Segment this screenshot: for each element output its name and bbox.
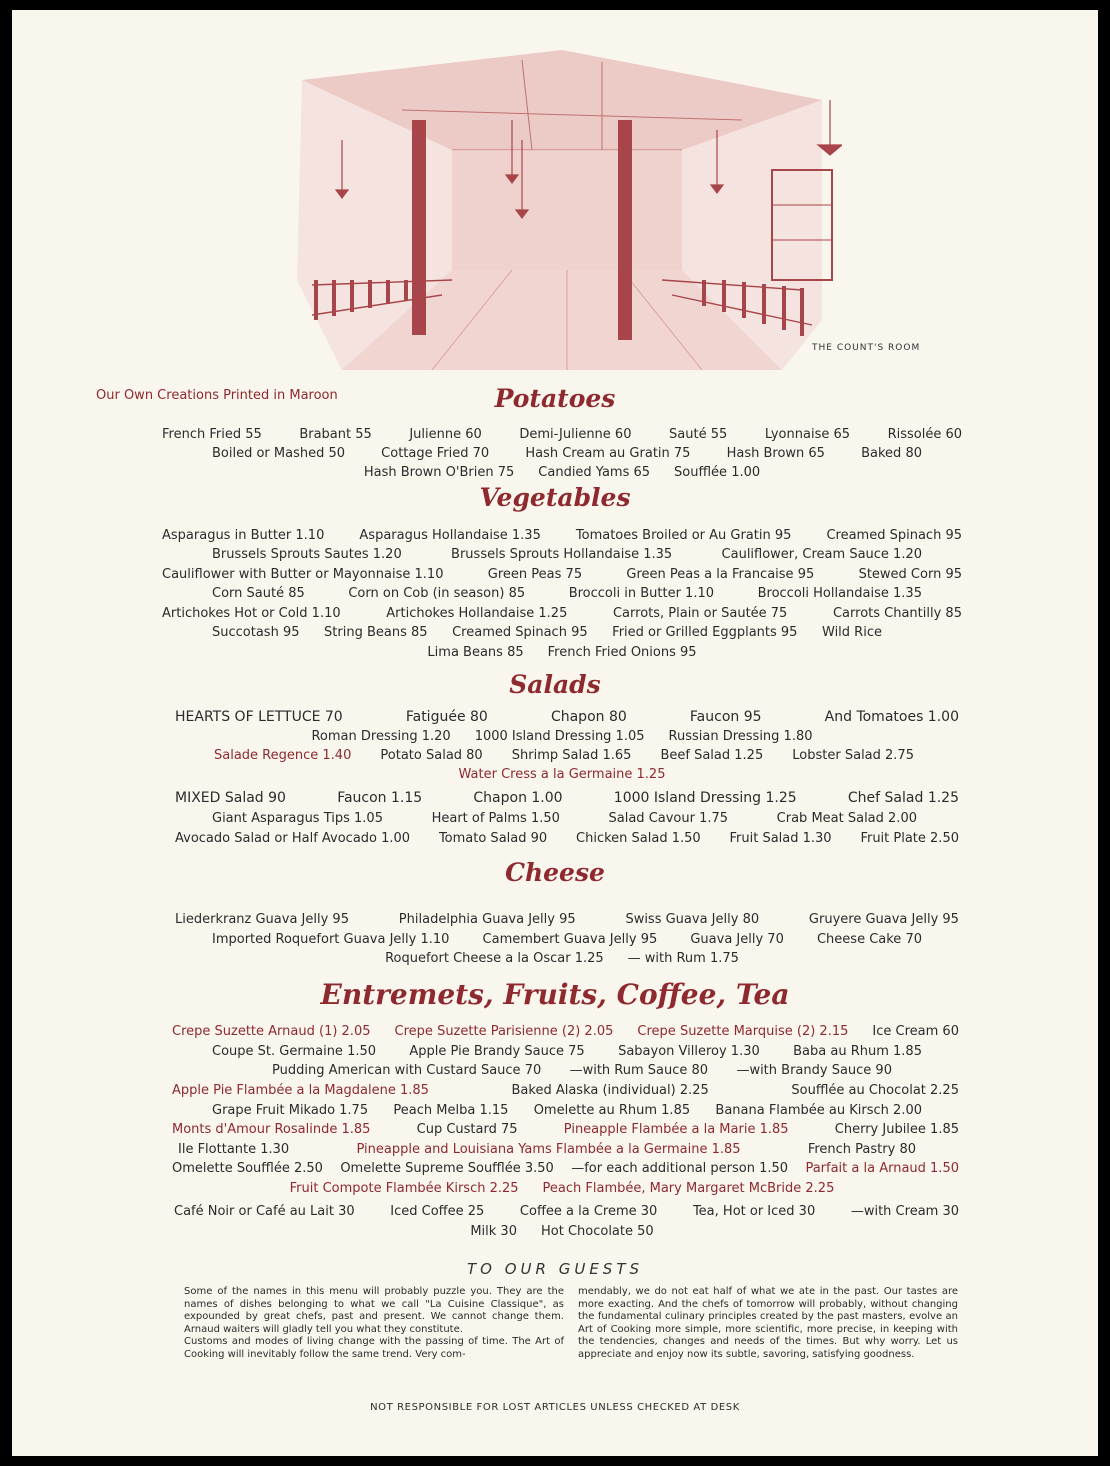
menu-item: Chapon 1.00 bbox=[473, 790, 563, 806]
menu-item: Pudding American with Custard Sauce 70 bbox=[272, 1063, 542, 1078]
menu-item: Philadelphia Guava Jelly 95 bbox=[398, 912, 576, 927]
menu-item: Corn Sauté 85 bbox=[212, 586, 305, 601]
menu-item: Ice Cream 60 bbox=[872, 1024, 959, 1039]
menu-item: Julienne 60 bbox=[409, 427, 482, 442]
menu-line bbox=[162, 464, 962, 481]
menu-item: Fried or Grilled Eggplants 95 bbox=[612, 625, 798, 640]
menu-item: Soufflée au Chocolat 2.25 bbox=[791, 1083, 959, 1098]
guests-paragraph: Some of the names in this menu will probably puzzle you. They are the names of dishes belonging to what we call "La Cuisine Classique", as expounded by great chefs, past and present. We cannot change them. Arnaud waiters will gladly tell you what they constitute. bbox=[184, 1286, 564, 1335]
menu-item: Baked 80 bbox=[861, 446, 922, 461]
menu-item: Iced Coffee 25 bbox=[390, 1204, 485, 1219]
menu-item: And Tomatoes 1.00 bbox=[824, 709, 959, 725]
menu-item: Rissolée 60 bbox=[887, 427, 962, 442]
menu-item: Crepe Suzette Marquise (2) 2.15 bbox=[637, 1024, 849, 1039]
menu-item: Guava Jelly 70 bbox=[690, 932, 784, 947]
menu-item: Chef Salad 1.25 bbox=[847, 790, 959, 806]
menu-item: French Fried Onions 95 bbox=[547, 645, 697, 660]
menu-item: Chapon 80 bbox=[550, 709, 627, 725]
menu-item: Artichokes Hot or Cold 1.10 bbox=[162, 606, 341, 621]
menu-item: Banana Flambée au Kirsch 2.00 bbox=[715, 1103, 922, 1118]
menu-item: French Fried 55 bbox=[162, 427, 262, 442]
menu-item: Coupe St. Germaine 1.50 bbox=[212, 1044, 377, 1059]
menu-line bbox=[162, 728, 962, 745]
menu-line bbox=[162, 766, 962, 783]
menu-line bbox=[178, 1141, 916, 1158]
menu-item: Fruit Compote Flambée Kirsch 2.25 bbox=[289, 1181, 519, 1196]
menu-item: Café Noir or Café au Lait 30 bbox=[174, 1204, 355, 1219]
menu-item: Broccoli in Butter 1.10 bbox=[568, 586, 714, 601]
menu-item: Cup Custard 75 bbox=[416, 1122, 518, 1137]
menu-item: Lobster Salad 2.75 bbox=[792, 748, 914, 763]
menu-item: Cauliflower, Cream Sauce 1.20 bbox=[721, 547, 922, 562]
menu-line bbox=[175, 830, 959, 847]
menu-line bbox=[172, 1121, 959, 1138]
menu-line bbox=[162, 566, 962, 583]
guests-paragraph: Customs and modes of living change with the passing of time. The Art of Cooking will inevitably follow the same trend. Very com- bbox=[184, 1336, 564, 1360]
menu-item: Peach Flambée, Mary Margaret McBride 2.25 bbox=[542, 1181, 835, 1196]
menu-item: French Pastry 80 bbox=[807, 1142, 916, 1157]
menu-line bbox=[172, 1023, 959, 1040]
menu-item: Creamed Spinach 95 bbox=[452, 625, 588, 640]
menu-item: Cottage Fried 70 bbox=[381, 446, 490, 461]
menu-item: Water Cress a la Germaine 1.25 bbox=[458, 767, 666, 782]
menu-item: Fruit Salad 1.30 bbox=[729, 831, 832, 846]
menu-item: —with Cream 30 bbox=[850, 1204, 959, 1219]
menu-line bbox=[175, 911, 959, 928]
menu-item: Succotash 95 bbox=[212, 625, 300, 640]
dining-room-illustration bbox=[282, 40, 842, 380]
menu-item: 1000 Island Dressing 1.25 bbox=[613, 790, 797, 806]
menu-item: Chicken Salad 1.50 bbox=[576, 831, 701, 846]
menu-item: Crepe Suzette Arnaud (1) 2.05 bbox=[172, 1024, 371, 1039]
menu-item: Asparagus in Butter 1.10 bbox=[162, 528, 325, 543]
menu-item: — with Rum 1.75 bbox=[627, 951, 739, 966]
menu-line bbox=[162, 644, 962, 661]
footer-notice: NOT RESPONSIBLE FOR LOST ARTICLES UNLESS CHECKED AT DESK bbox=[370, 1402, 740, 1413]
menu-item: Imported Roquefort Guava Jelly 1.10 bbox=[212, 932, 450, 947]
menu-item: Boiled or Mashed 50 bbox=[212, 446, 346, 461]
menu-item: Avocado Salad or Half Avocado 1.00 bbox=[175, 831, 411, 846]
menu-item: Camembert Guava Jelly 95 bbox=[482, 932, 658, 947]
menu-item: Apple Pie Flambée a la Magdalene 1.85 bbox=[172, 1083, 429, 1098]
menu-item: Hot Chocolate 50 bbox=[540, 1224, 654, 1239]
menu-item: Peach Melba 1.15 bbox=[393, 1103, 509, 1118]
menu-item: Brussels Sprouts Sautes 1.20 bbox=[212, 547, 402, 562]
menu-item: Roquefort Cheese a la Oscar 1.25 bbox=[385, 951, 604, 966]
menu-line bbox=[175, 790, 959, 807]
menu-item: Shrimp Salad 1.65 bbox=[511, 748, 632, 763]
menu-item: Crab Meat Salad 2.00 bbox=[776, 811, 917, 826]
menu-item: Fruit Plate 2.50 bbox=[860, 831, 959, 846]
menu-item: —with Brandy Sauce 90 bbox=[736, 1063, 892, 1078]
menu-line bbox=[172, 1160, 959, 1177]
menu-item: Omelette Soufflée 2.50 bbox=[172, 1161, 323, 1176]
menu-item: Corn on Cob (in season) 85 bbox=[348, 586, 526, 601]
menu-page bbox=[12, 10, 1098, 1456]
menu-item: Sabayon Villeroy 1.30 bbox=[618, 1044, 760, 1059]
vegetables-heading: Vegetables bbox=[479, 483, 631, 512]
menu-line bbox=[212, 1043, 922, 1060]
menu-line bbox=[174, 1203, 959, 1220]
menu-line bbox=[212, 585, 922, 602]
menu-item: Hash Brown O'Brien 75 bbox=[363, 465, 515, 480]
menu-item: Salad Cavour 1.75 bbox=[608, 811, 729, 826]
menu-item: 1000 Island Dressing 1.05 bbox=[474, 729, 645, 744]
menu-item: Tomatoes Broiled or Au Gratin 95 bbox=[575, 528, 792, 543]
menu-item: HEARTS OF LETTUCE 70 bbox=[175, 709, 343, 725]
menu-line bbox=[162, 527, 962, 544]
menu-line bbox=[212, 810, 917, 827]
menu-item: Candied Yams 65 bbox=[538, 465, 651, 480]
salads-heading: Salads bbox=[509, 670, 601, 699]
menu-item: Monts d'Amour Rosalinde 1.85 bbox=[172, 1122, 371, 1137]
menu-item: Carrots, Plain or Sautée 75 bbox=[612, 606, 788, 621]
menu-item: Lyonnaise 65 bbox=[764, 427, 851, 442]
menu-item: Cheese Cake 70 bbox=[816, 932, 922, 947]
menu-item: Milk 30 bbox=[470, 1224, 517, 1239]
guests-column-right bbox=[578, 1286, 958, 1361]
menu-item: Parfait a la Arnaud 1.50 bbox=[805, 1161, 959, 1176]
entremets-heading: Entremets, Fruits, Coffee, Tea bbox=[320, 978, 790, 1011]
menu-item: Grape Fruit Mikado 1.75 bbox=[212, 1103, 369, 1118]
cheese-heading: Cheese bbox=[505, 858, 605, 887]
menu-line bbox=[162, 950, 962, 967]
menu-item: Brussels Sprouts Hollandaise 1.35 bbox=[451, 547, 673, 562]
menu-line bbox=[212, 931, 922, 948]
menu-item: Pineapple Flambée a la Marie 1.85 bbox=[563, 1122, 789, 1137]
menu-line bbox=[162, 1223, 962, 1240]
menu-item: Roman Dressing 1.20 bbox=[311, 729, 451, 744]
menu-item: Ile Flottante 1.30 bbox=[178, 1142, 290, 1157]
menu-item: Demi-Julienne 60 bbox=[519, 427, 632, 442]
menu-item: Russian Dressing 1.80 bbox=[668, 729, 813, 744]
menu-item: Giant Asparagus Tips 1.05 bbox=[212, 811, 383, 826]
menu-item: Wild Rice bbox=[822, 625, 882, 640]
menu-item: Artichokes Hollandaise 1.25 bbox=[386, 606, 568, 621]
menu-item: Baked Alaska (individual) 2.25 bbox=[511, 1083, 709, 1098]
menu-item: Hash Cream au Gratin 75 bbox=[525, 446, 691, 461]
menu-item: String Beans 85 bbox=[324, 625, 428, 640]
menu-item: Pineapple and Louisiana Yams Flambée a la Germaine 1.85 bbox=[356, 1142, 741, 1157]
guests-title: TO OUR GUESTS bbox=[467, 1260, 643, 1278]
menu-item: Baba au Rhum 1.85 bbox=[793, 1044, 922, 1059]
menu-item: Gruyere Guava Jelly 95 bbox=[808, 912, 959, 927]
menu-item: Heart of Palms 1.50 bbox=[431, 811, 560, 826]
menu-item: Green Peas a la Francaise 95 bbox=[626, 567, 815, 582]
menu-item: Creamed Spinach 95 bbox=[826, 528, 962, 543]
menu-item: Fatiguée 80 bbox=[405, 709, 488, 725]
menu-line bbox=[212, 445, 922, 462]
menu-item: Faucon 95 bbox=[689, 709, 762, 725]
menu-item: Tomato Salad 90 bbox=[438, 831, 548, 846]
menu-item: Crepe Suzette Parisienne (2) 2.05 bbox=[394, 1024, 614, 1039]
menu-item: Hash Brown 65 bbox=[726, 446, 825, 461]
maroon-note: Our Own Creations Printed in Maroon bbox=[96, 388, 338, 403]
menu-item: Tea, Hot or Iced 30 bbox=[692, 1204, 816, 1219]
menu-item: Beef Salad 1.25 bbox=[660, 748, 764, 763]
menu-item: Cherry Jubilee 1.85 bbox=[834, 1122, 959, 1137]
menu-line bbox=[214, 747, 914, 764]
menu-item: Green Peas 75 bbox=[487, 567, 583, 582]
menu-item: Swiss Guava Jelly 80 bbox=[625, 912, 760, 927]
menu-line bbox=[162, 605, 962, 622]
menu-item: —for each additional person 1.50 bbox=[571, 1161, 789, 1176]
menu-line bbox=[272, 1062, 892, 1079]
menu-item: Potato Salad 80 bbox=[380, 748, 483, 763]
menu-line bbox=[212, 546, 922, 563]
menu-line bbox=[172, 1082, 959, 1099]
menu-item: Faucon 1.15 bbox=[337, 790, 423, 806]
menu-item: Omelette au Rhum 1.85 bbox=[533, 1103, 691, 1118]
menu-item: Carrots Chantilly 85 bbox=[832, 606, 962, 621]
illustration-caption: THE COUNT'S ROOM bbox=[812, 343, 921, 353]
menu-item: Coffee a la Creme 30 bbox=[519, 1204, 658, 1219]
menu-item: Stewed Corn 95 bbox=[858, 567, 962, 582]
menu-item: —with Rum Sauce 80 bbox=[569, 1063, 709, 1078]
menu-item: Brabant 55 bbox=[299, 427, 372, 442]
potatoes-heading: Potatoes bbox=[494, 384, 616, 413]
menu-item: Soufflée 1.00 bbox=[674, 465, 761, 480]
menu-item: MIXED Salad 90 bbox=[175, 790, 286, 806]
menu-line bbox=[212, 1102, 922, 1119]
menu-line bbox=[162, 1180, 962, 1197]
menu-item: Omelette Supreme Soufflée 3.50 bbox=[340, 1161, 554, 1176]
menu-line bbox=[175, 709, 959, 726]
menu-item: Asparagus Hollandaise 1.35 bbox=[359, 528, 541, 543]
menu-line bbox=[162, 426, 962, 443]
menu-item: Liederkranz Guava Jelly 95 bbox=[175, 912, 349, 927]
menu-item: Cauliflower with Butter or Mayonnaise 1.10 bbox=[162, 567, 444, 582]
menu-item: Salade Regence 1.40 bbox=[214, 748, 352, 763]
menu-item: Lima Beans 85 bbox=[427, 645, 524, 660]
guests-paragraph: mendably, we do not eat half of what we ate in the past. Our tastes are more exacting. And the chefs of tomorrow will probably, without changing the fundamental culinary principles created by the past masters, evolve an Art of Cooking more simple, more scientific, more precise, in keeping with the tendencies, changes and needs of the times. But why worry. Let us appreciate and enjoy now its subtle, savoring, satisfying goodness. bbox=[578, 1286, 958, 1360]
guests-column-left bbox=[184, 1286, 564, 1361]
menu-line bbox=[212, 624, 882, 641]
menu-item: Apple Pie Brandy Sauce 75 bbox=[409, 1044, 585, 1059]
menu-item: Sauté 55 bbox=[669, 427, 728, 442]
menu-item: Broccoli Hollandaise 1.35 bbox=[757, 586, 922, 601]
